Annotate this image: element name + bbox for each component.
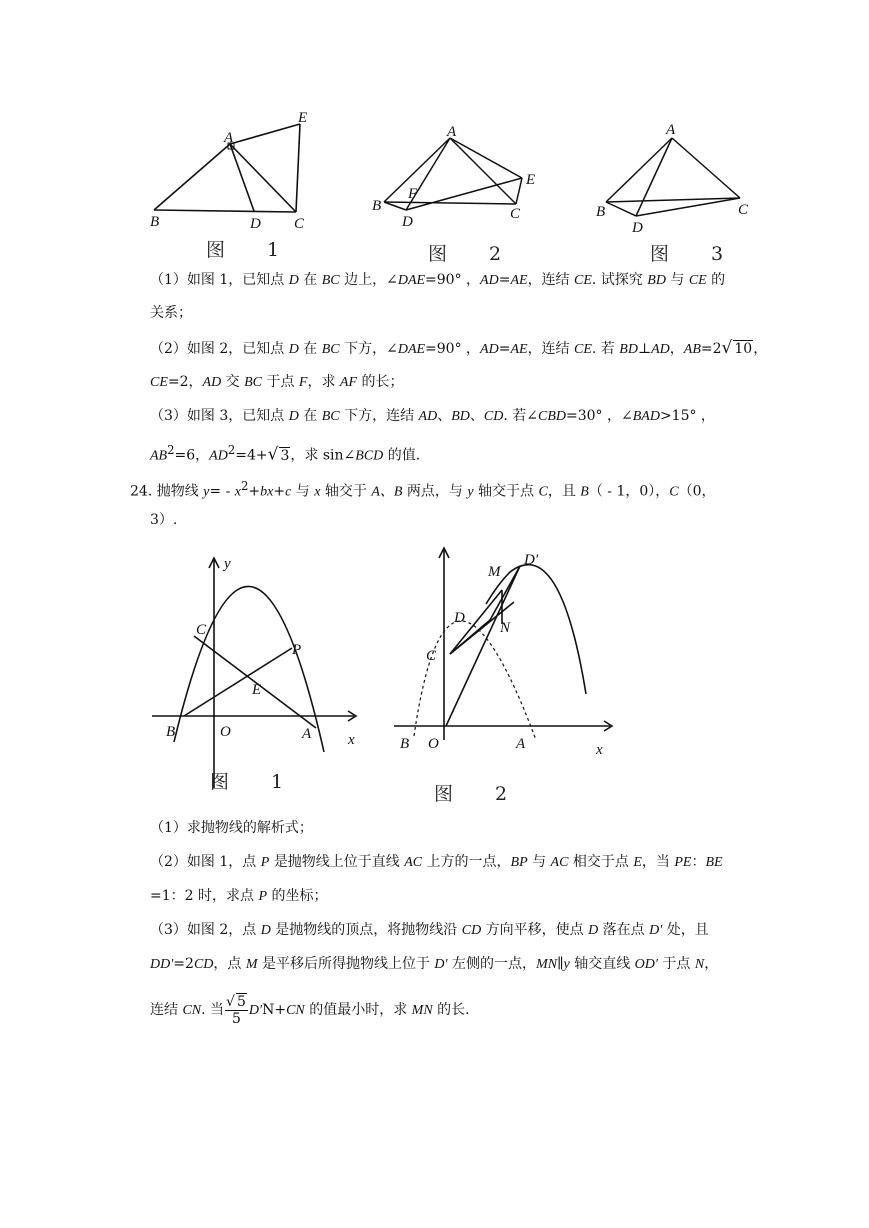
svg-text:B: B bbox=[596, 204, 606, 220]
q24-part1: （1）求抛物线的解析式； bbox=[150, 820, 313, 836]
svg-text:M: M bbox=[488, 564, 501, 580]
svg-text:O: O bbox=[428, 736, 439, 752]
figure-23-1-diagram bbox=[148, 108, 328, 268]
svg-text:F: F bbox=[408, 186, 418, 202]
svg-text:x: x bbox=[596, 742, 603, 758]
q24-stem-line1: 24. 抛物线 $y= - x^2+bx+c$ 与 x 轴交于 A、B 两点，与 y 轴交于点 C，且 B（ - 1，0），C（0， bbox=[130, 479, 716, 500]
svg-text:C: C bbox=[196, 622, 207, 638]
svg-text:x: x bbox=[348, 732, 355, 748]
q23-part2-line2: CE=2，AD 交 BC 于点 F，求 AF 的长； bbox=[150, 374, 404, 390]
svg-text:C: C bbox=[738, 202, 749, 218]
figure-23-2-diagram bbox=[370, 122, 550, 272]
svg-text:A: A bbox=[516, 736, 526, 752]
svg-text:图 1: 图 1 bbox=[210, 771, 302, 793]
svg-text:图 2: 图 2 bbox=[428, 243, 520, 265]
svg-text:E: E bbox=[298, 110, 308, 126]
figure-23-3 bbox=[592, 120, 762, 270]
svg-text:A: A bbox=[447, 124, 457, 140]
figure-24-1-diagram bbox=[148, 556, 378, 806]
figure-24-1 bbox=[148, 556, 378, 806]
figure-24-2-diagram bbox=[390, 544, 630, 814]
fraction-sqrt5-over-5: $\frac{√ 5}{5}$ bbox=[226, 994, 246, 1027]
svg-text:A: A bbox=[302, 726, 312, 742]
svg-text:D′: D′ bbox=[524, 552, 539, 568]
figure-23-2 bbox=[370, 122, 550, 272]
svg-text:N: N bbox=[500, 620, 511, 636]
q24-stem-line2: 3）. bbox=[150, 512, 178, 528]
q23-part3-line1: （3）如图 3，已知点 D 在 BC 下方，连结 AD、BD、CD. 若∠CBD=30° ，∠BAD>15° ， bbox=[150, 408, 715, 424]
svg-text:y: y bbox=[224, 556, 231, 572]
q23-part1-line1: （1）如图 1，已知点 D 在 BC 边上，∠DAE=90° ，AD=AE，连结 CE. 试探究 BD 与 CE 的 bbox=[150, 272, 726, 288]
svg-text:D: D bbox=[454, 610, 465, 626]
svg-text:C: C bbox=[510, 206, 521, 222]
svg-text:A: A bbox=[666, 122, 676, 138]
q23-part2-line1: （2）如图 2，已知点 D 在 BC 下方，∠DAE=90° ，AD=AE，连结 CE. 若 BD⊥AD，AB=2√ 10， bbox=[150, 338, 768, 358]
figure-23-3-diagram bbox=[592, 120, 762, 270]
svg-text:C: C bbox=[426, 648, 437, 664]
q24-part2-line1: （2）如图 1，点 P 是抛物线上位于直线 AC 上方的一点，BP 与 AC 相交于点 E，当 PE：BE bbox=[150, 854, 723, 870]
q24-part3-line1: （3）如图 2，点 D 是抛物线的顶点，将抛物线沿 CD 方向平移，使点 D 落在点 D′ 处，且 bbox=[150, 922, 709, 938]
svg-text:图 2: 图 2 bbox=[434, 783, 526, 805]
svg-text:P: P bbox=[292, 642, 302, 658]
q24-part2-line2: =1：2 时，求点 P 的坐标； bbox=[150, 888, 328, 904]
svg-text:B: B bbox=[150, 214, 160, 230]
svg-text:图 3: 图 3 bbox=[650, 243, 742, 265]
figure-24-2 bbox=[390, 544, 630, 814]
svg-text:B: B bbox=[372, 198, 382, 214]
svg-text:B: B bbox=[166, 724, 176, 740]
svg-text:C: C bbox=[294, 216, 305, 232]
svg-text:O: O bbox=[220, 724, 231, 740]
svg-text:D: D bbox=[632, 220, 643, 236]
q23-part1-line2: 关系； bbox=[150, 305, 192, 321]
svg-text:B: B bbox=[400, 736, 410, 752]
svg-text:A: A bbox=[224, 130, 234, 146]
q23-part3-line2: $AB^2=6$，$AD^2=4+√$ 3，求 sin∠BCD 的值. bbox=[150, 443, 421, 465]
svg-text:图 1: 图 1 bbox=[206, 239, 298, 261]
q24-part3-line3: 连结 CN. 当 $\frac{√ 5}{5}$ D′N+CN 的值最小时，求 MN 的长. bbox=[150, 994, 470, 1027]
svg-text:E: E bbox=[252, 682, 262, 698]
svg-text:D: D bbox=[402, 214, 413, 230]
svg-text:D: D bbox=[250, 216, 261, 232]
svg-text:E: E bbox=[526, 172, 536, 188]
q24-part3-line2: DD′=2CD，点 M 是平移后所得抛物线上位于 D′ 左侧的一点，MN∥y 轴交直线 OD′ 于点 N， bbox=[150, 956, 719, 972]
figure-23-1 bbox=[148, 108, 328, 268]
